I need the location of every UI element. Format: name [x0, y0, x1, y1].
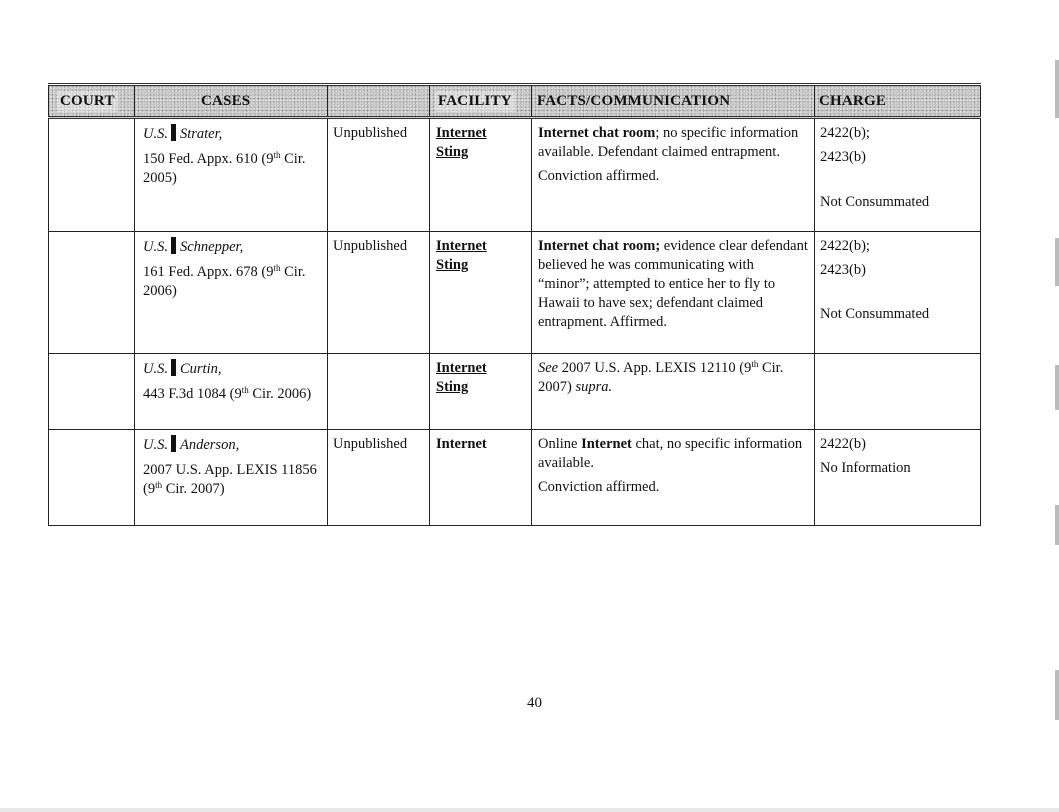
redaction-bar — [171, 359, 176, 376]
redaction-bar — [171, 435, 176, 452]
table-row — [49, 430, 981, 526]
page-number: 40 — [527, 695, 542, 711]
publication-cell: Unpublished — [328, 118, 430, 232]
case-cell — [135, 232, 328, 354]
facility-cell: Internet — [430, 430, 532, 526]
publication-cell — [328, 354, 430, 430]
case-name: U.S. Anderson, — [143, 437, 240, 453]
charge-cell: 2422(b); 2423(b) Not Consummated — [815, 232, 981, 354]
court-cell — [49, 232, 135, 354]
scan-edge-mark — [1055, 365, 1059, 410]
scan-bottom-edge — [0, 808, 1059, 812]
publication-cell: Unpublished — [328, 430, 430, 526]
table-row — [49, 354, 981, 430]
case-citation: 2007 U.S. App. LEXIS 11856 (9th Cir. 2007) — [143, 462, 317, 497]
case-cell — [135, 118, 328, 232]
redaction-bar — [171, 124, 176, 141]
facts-cell: Internet chat room; evidence clear defendant believed he was communicating with “minor”; attempted to entice her to fly to Hawaii to have sex; defendant claimed entrapment. Affirmed. — [532, 232, 815, 354]
facility-cell: Internet Sting — [430, 354, 532, 430]
facts-cell: See 2007 U.S. App. LEXIS 12110 (9th Cir. 2007) supra. — [532, 354, 815, 430]
facility-cell: Internet Sting — [430, 118, 532, 232]
court-cell — [49, 354, 135, 430]
publication-cell: Unpublished — [328, 232, 430, 354]
facts-cell: Internet chat room; no specific information available. Defendant claimed entrapment. Conviction affirmed. — [532, 118, 815, 232]
table-row — [49, 232, 981, 354]
case-name: U.S. Strater, — [143, 126, 223, 142]
charge-cell — [815, 354, 981, 430]
charge-cell: 2422(b) No Information — [815, 430, 981, 526]
header-court: COURT — [49, 85, 135, 118]
scan-edge-mark — [1055, 670, 1059, 720]
header-publication — [328, 85, 430, 118]
case-cell — [135, 354, 328, 430]
header-cases: CASES — [135, 85, 328, 118]
table-row — [49, 118, 981, 232]
charge-cell: 2422(b); 2423(b) Not Consummated — [815, 118, 981, 232]
court-cell — [49, 118, 135, 232]
case-citation: 161 Fed. Appx. 678 (9th Cir. 2006) — [143, 263, 306, 299]
header-facility: FACILITY — [430, 85, 532, 118]
header-facts: FACTS/COMMUNICATION — [532, 85, 815, 118]
table-header-row — [49, 85, 981, 118]
header-charge: CHARGE — [815, 85, 981, 118]
scan-edge-mark — [1055, 505, 1059, 545]
case-citation: 150 Fed. Appx. 610 (9th Cir. 2005) — [143, 150, 306, 186]
scan-edge-mark — [1055, 238, 1059, 286]
case-name: U.S. Curtin, — [143, 361, 222, 377]
case-citation: 443 F.3d 1084 (9th Cir. 2006) — [143, 385, 312, 402]
facility-cell: Internet Sting — [430, 232, 532, 354]
scan-edge-mark — [1055, 60, 1059, 118]
case-table — [48, 83, 981, 526]
facts-cell: Online Internet chat, no specific information available. Conviction affirmed. — [532, 430, 815, 526]
case-name: U.S. Schnepper, — [143, 239, 244, 255]
redaction-bar — [171, 237, 176, 254]
court-cell — [49, 430, 135, 526]
case-cell — [135, 430, 328, 526]
